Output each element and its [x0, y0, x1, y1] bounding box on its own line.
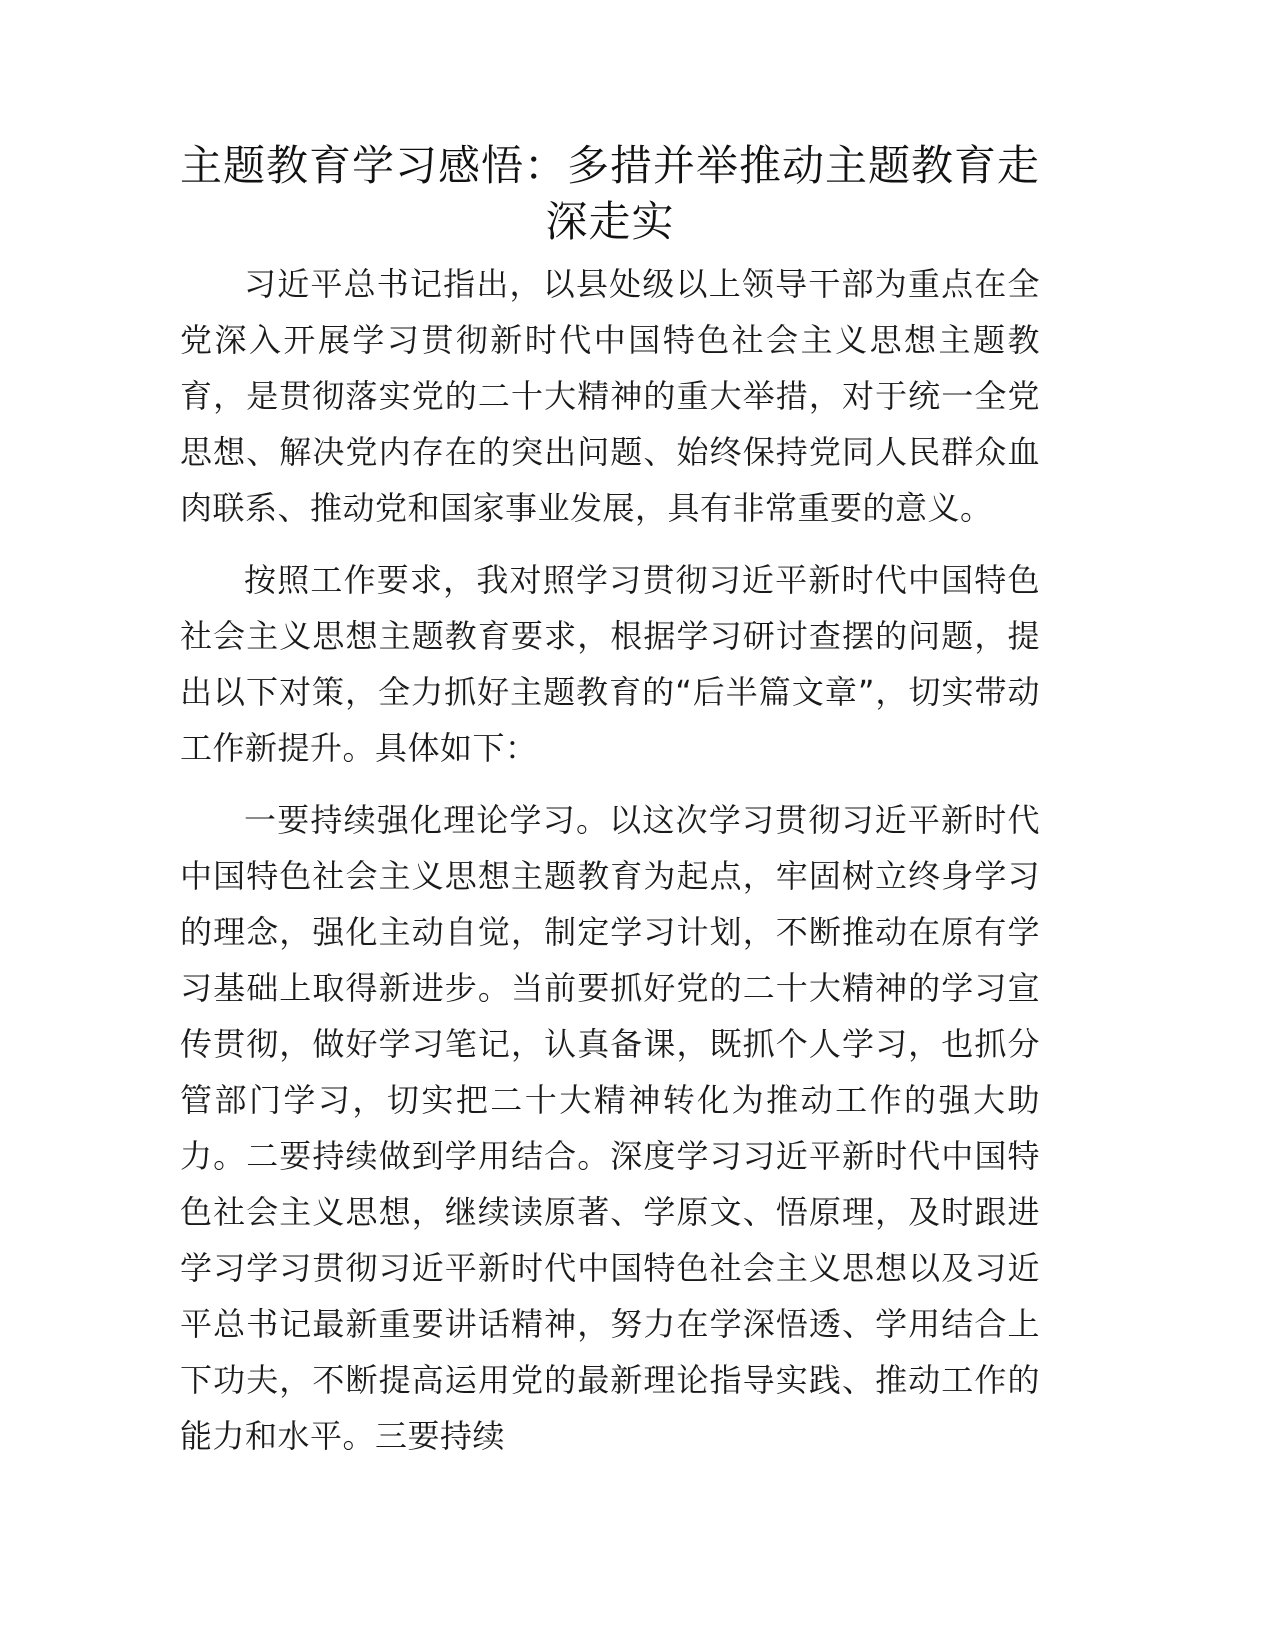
title-line-2: 深走实	[545, 197, 675, 246]
title-line-1: 主题教育学习感悟：多措并举推动主题教育走	[180, 141, 1041, 190]
document-title	[180, 138, 1040, 250]
paragraph-3: 一要持续强化理论学习。以这次学习贯彻习近平新时代中国特色社会主义思想主题教育为起点，牢固树立终身学习的理念，强化主动自觉，制定学习计划，不断推动在原有学习基础上取得新进步。当前要抓好党的二十大精神的学习宣传贯彻，做好学习笔记，认真备课，既抓个人学习，也抓分管部门学习，切实把二十大精神转化为推动工作的强大助力。二要持续做到学用结合。深度学习习近平新时代中国特色社会主义思想，继续读原著、学原文、悟原理，及时跟进学习学习贯彻习近平新时代中国特色社会主义思想以及习近平总书记最新重要讲话精神，努力在学深悟透、学用结合上下功夫，不断提高运用党的最新理论指导实践、推动工作的能力和水平。三要持续	[180, 801, 1040, 1455]
document-page	[180, 138, 1040, 1464]
paragraph-2: 按照工作要求，我对照学习贯彻习近平新时代中国特色社会主义思想主题教育要求，根据学习研讨查摆的问题，提出以下对策，全力抓好主题教育的“后半篇文章”，切实带动工作新提升。具体如下：	[180, 561, 1040, 767]
paragraph-1: 习近平总书记指出，以县处级以上领导干部为重点在全党深入开展学习贯彻新时代中国特色社会主义思想主题教育，是贯彻落实党的二十大精神的重大举措，对于统一全党思想、解决党内存在的突出问题、始终保持党同人民群众血肉联系、推动党和国家事业发展，具有非常重要的意义。	[180, 265, 1040, 527]
